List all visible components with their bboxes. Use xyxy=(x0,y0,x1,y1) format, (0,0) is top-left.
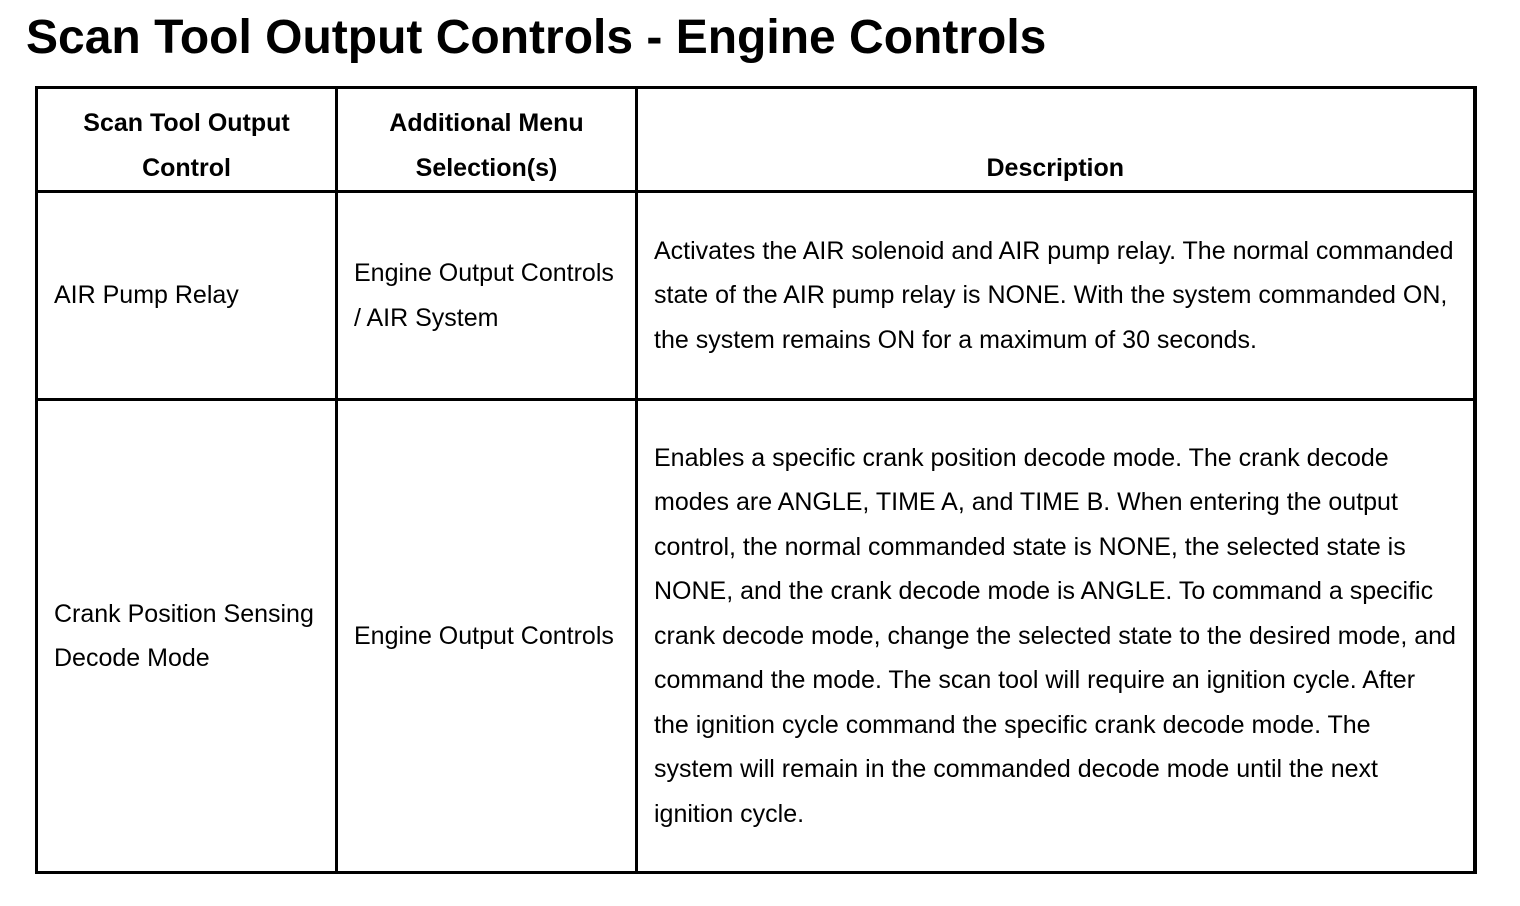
cell-menu: Engine Output Controls / AIR System xyxy=(337,192,637,400)
cell-control: AIR Pump Relay xyxy=(37,192,337,400)
cell-description: Enables a specific crank position decode mode. The crank decode modes are ANGLE, TIME A, and TIME B. When entering the output control, the normal commanded state is NONE, the selected state is NONE, and the crank decode mode is ANGLE. To command a specific crank decode mode, change the selected state to the desired mode, and command the mode. The scan tool will require an ignition cycle. After the ignition cycle command the specific crank decode mode. The system will remain in the commanded decode mode until the next ignition cycle. xyxy=(637,400,1475,873)
table-row xyxy=(37,400,1475,873)
cell-menu: Engine Output Controls xyxy=(337,400,637,873)
header-additional-menu-selections: Additional Menu Selection(s) xyxy=(337,88,637,192)
cell-control: Crank Position Sensing Decode Mode xyxy=(37,400,337,873)
header-scan-tool-output-control: Scan Tool Output Control xyxy=(37,88,337,192)
output-controls-table xyxy=(35,86,1477,874)
page-title: Scan Tool Output Controls - Engine Controls xyxy=(26,11,1047,64)
table-header-row xyxy=(37,88,1475,192)
table-row xyxy=(37,192,1475,400)
header-description: Description xyxy=(637,88,1475,192)
cell-description: Activates the AIR solenoid and AIR pump relay. The normal commanded state of the AIR pump relay is NONE. With the system commanded ON, the system remains ON for a maximum of 30 seconds. xyxy=(637,192,1475,400)
